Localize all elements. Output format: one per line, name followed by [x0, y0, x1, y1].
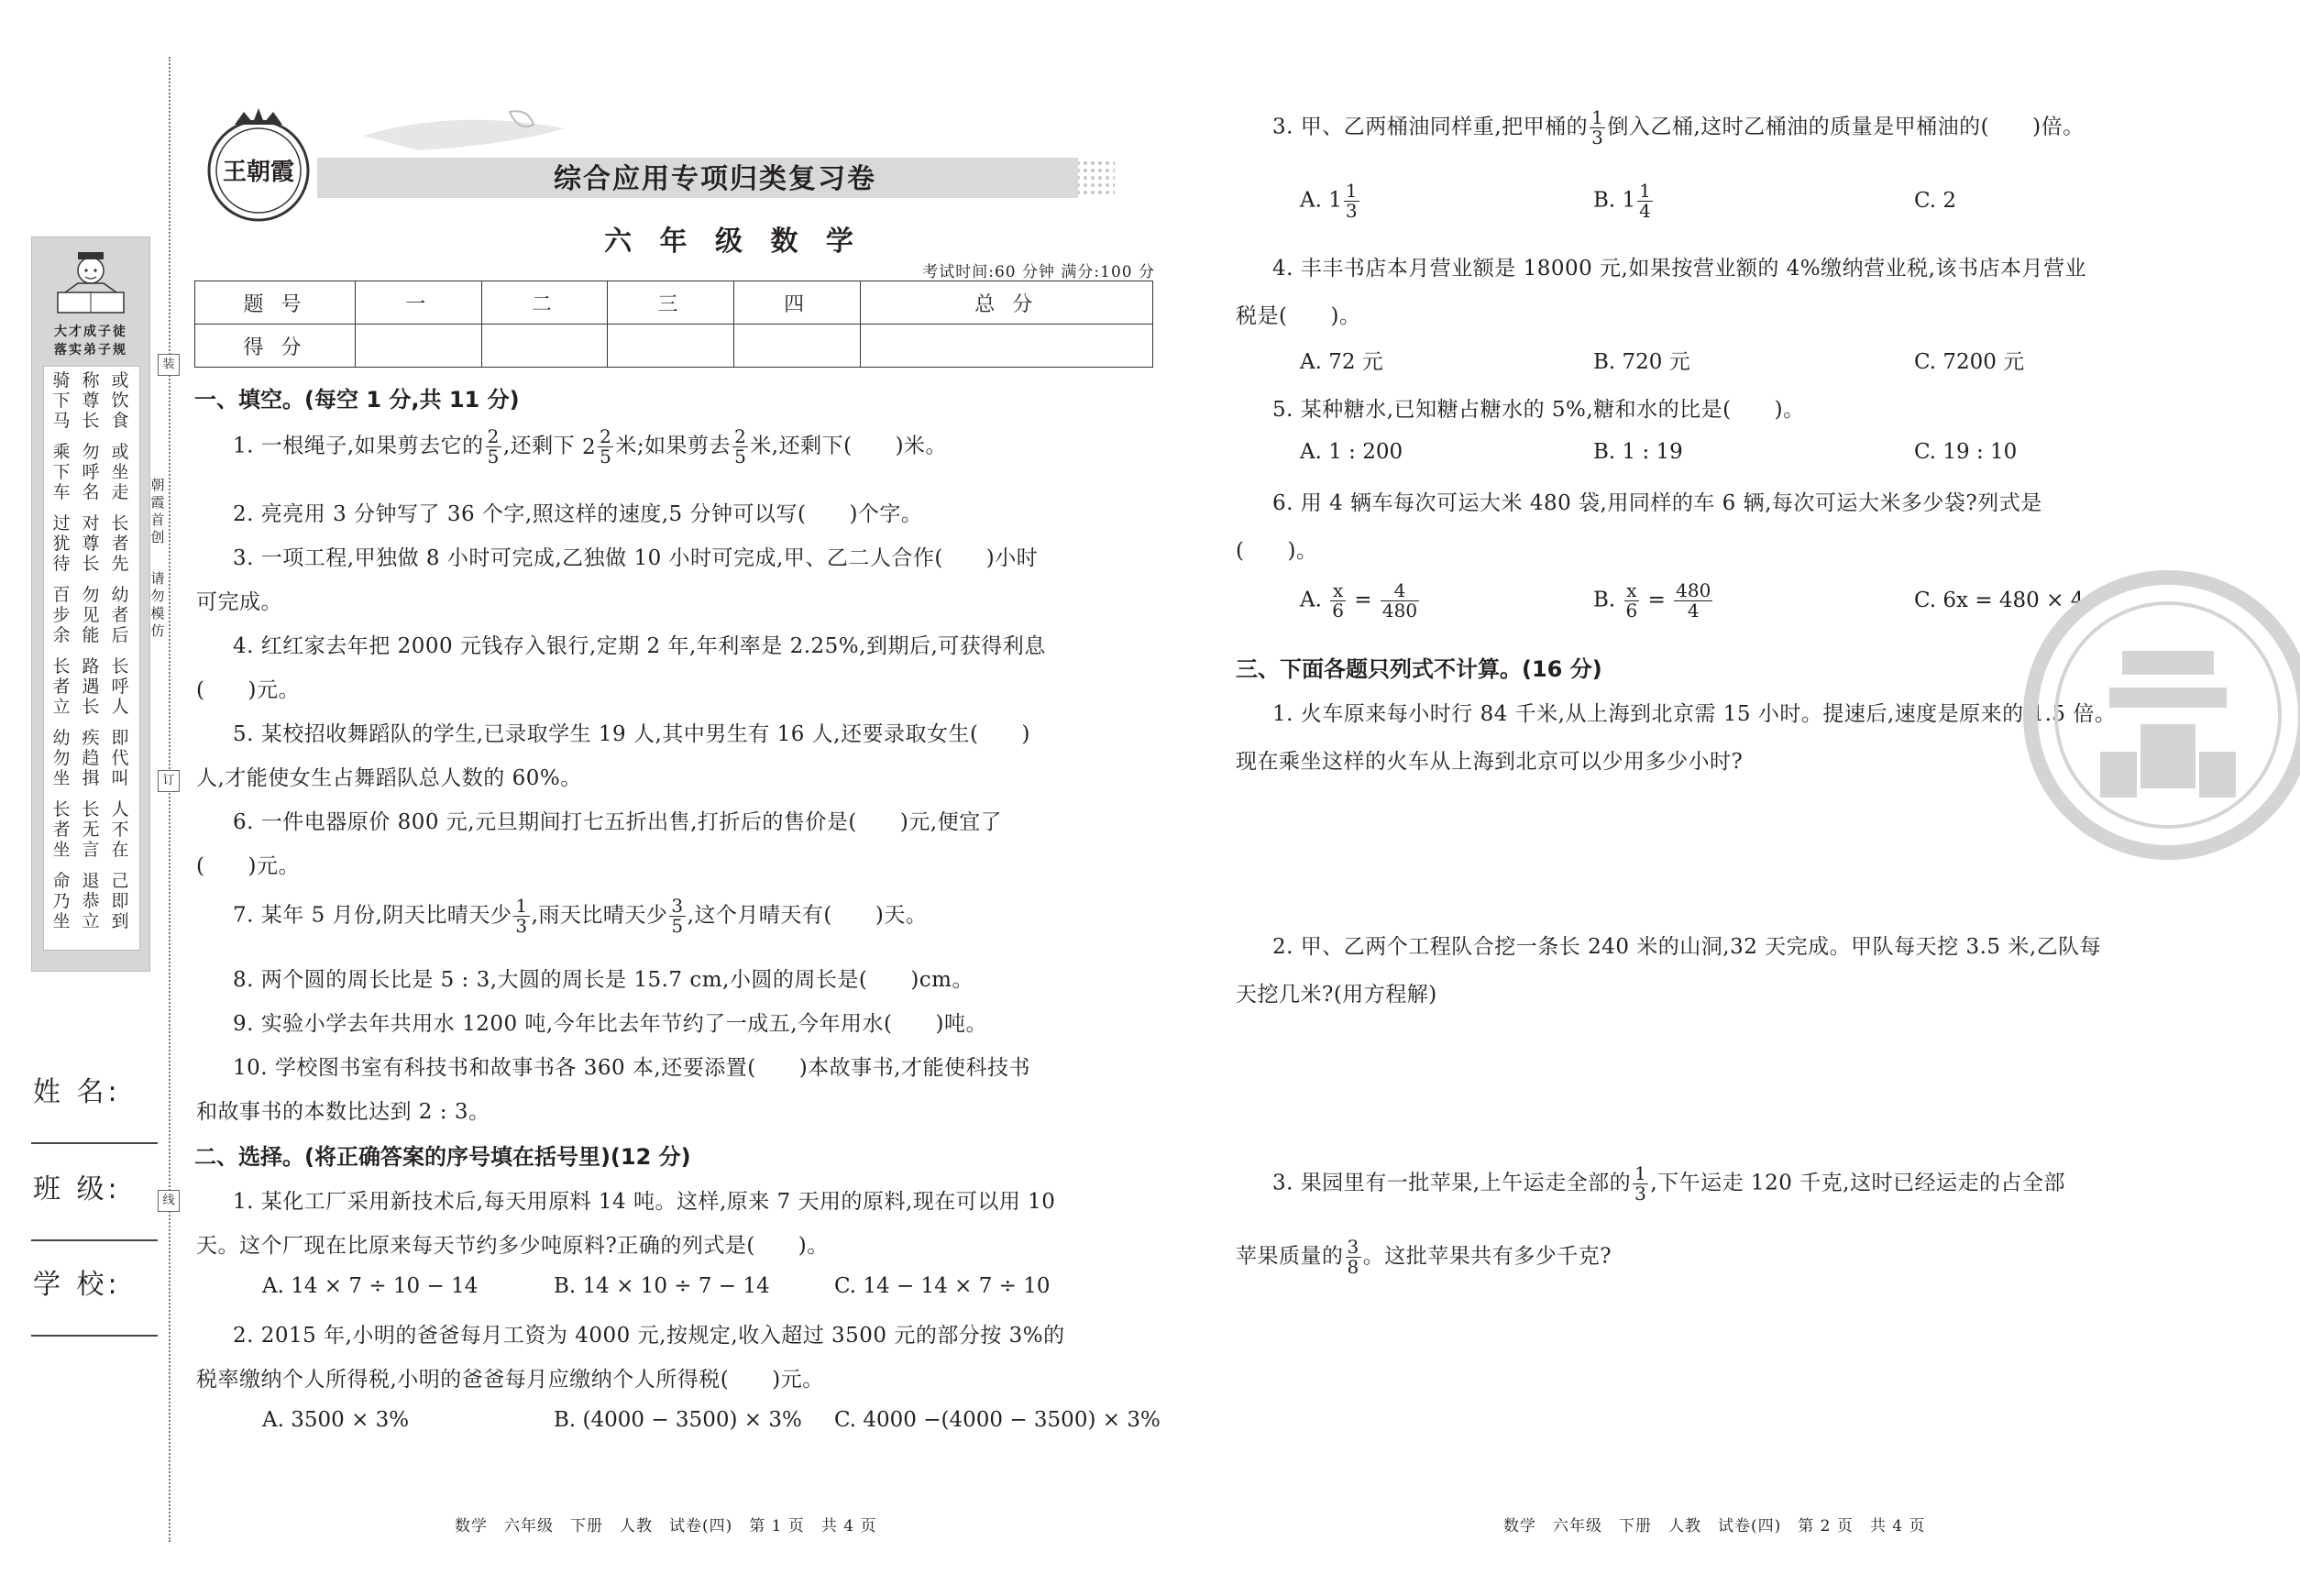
- score-input-cell[interactable]: [860, 325, 1153, 368]
- couplet-text: 勿呼名: [82, 442, 100, 502]
- question-text: 7. 某年 5 月份,阴天比晴天少 $\frac{1}{3}$ ,雨天比晴天少 $\frac{3}{5}$ ,这个月晴天有( )天。: [233, 895, 928, 937]
- table-cell: 得 分: [195, 325, 356, 368]
- option-a: A. 72 元: [1300, 350, 1383, 374]
- score-table: [194, 281, 1153, 368]
- fraction: $\frac{2}{5}$: [734, 425, 747, 468]
- fraction: $\frac{1}{3}$: [1591, 106, 1604, 149]
- fraction: $\frac{1}{3}$: [1345, 180, 1358, 222]
- question-text: 6. 用 4 辆车每次可运大米 480 袋,用同样的车 6 辆,每次可运大米多少袋?列式是: [1272, 491, 2042, 515]
- table-cell: 题 号: [195, 281, 356, 325]
- fraction: $\frac{1}{4}$: [1639, 180, 1651, 222]
- fraction: $\frac{480}{4}$: [1676, 579, 1711, 622]
- option-c: C. 2: [1914, 189, 1957, 213]
- school-label: 学 校:: [33, 1269, 121, 1301]
- question-text: 1. 火车原来每小时行 84 千米,从上海到北京需 15 小时。提速后,速度是原来的 1.5 倍。: [1272, 702, 2117, 726]
- question-text: 6. 一件电器原价 800 元,元旦期间打七五折出售,打折后的售价是( )元,便宜了: [233, 810, 1003, 834]
- question-text: ( )元。: [196, 854, 300, 878]
- question-text: ( )元。: [196, 678, 300, 702]
- couplet-text: 过犹待: [52, 513, 71, 574]
- couplet-text: 百步余: [52, 585, 71, 645]
- option-a: A. 1 : 200: [1300, 440, 1403, 464]
- score-input-cell[interactable]: [356, 325, 482, 368]
- fold-line: [169, 57, 171, 1542]
- school-line[interactable]: [31, 1335, 158, 1337]
- option-c: C. 14 − 14 × 7 ÷ 10: [834, 1274, 1051, 1298]
- option-c: C. 19 : 10: [1914, 440, 2018, 464]
- couplet-box: [43, 366, 140, 951]
- couplet-text: 长者先: [111, 513, 129, 574]
- question-text: 10. 学校图书室有科技书和故事书各 360 本,还要添置( )本故事书,才能使科技书: [233, 1056, 1030, 1080]
- table-row: [195, 325, 1153, 368]
- fraction: $\frac{x}{6}$: [1332, 579, 1344, 622]
- question-text: 5. 某校招收舞蹈队的学生,已录取学生 19 人,其中男生有 16 人,还要录取女生( ): [233, 722, 1030, 746]
- option-b: B. $\frac{x}{6}$ = $\frac{480}{4}$: [1593, 579, 1711, 622]
- table-row: [195, 281, 1153, 325]
- table-cell: 一: [356, 281, 482, 325]
- fraction: $\frac{2}{5}$: [600, 425, 612, 468]
- question-text: 2. 甲、乙两个工程队合挖一条长 240 米的山洞,32 天完成。甲队每天挖 3.5 米,乙队每: [1272, 935, 2102, 959]
- motto-panel: [31, 237, 150, 972]
- fraction: $\frac{x}{6}$: [1625, 579, 1638, 622]
- option-b: B. (4000 − 3500) × 3%: [554, 1408, 802, 1432]
- fold-note-2: 请勿模仿: [150, 570, 165, 639]
- page-title: 综合应用专项归类复习卷: [554, 163, 876, 195]
- question-text: 1. 一根绳子,如果剪去它的 $\frac{2}{5}$ ,还剩下 2 $\frac{2}{5}$ 米;如果剪去 $\frac{2}{5}$ 米,还剩下( )米。: [233, 425, 948, 468]
- question-text: 4. 丰丰书店本月营业额是 18000 元,如果按营业额的 4%缴纳营业税,该书店本月营业: [1272, 257, 2086, 281]
- section-title: 一、填空。(每空 1 分,共 11 分): [194, 387, 520, 413]
- fold-note-1: 朝霞首创: [150, 477, 165, 545]
- option-c: C. 4000 −(4000 − 3500) × 3%: [834, 1408, 1161, 1432]
- couplet-text: 幼勿坐: [52, 728, 71, 788]
- couplet-text: 人不在: [111, 799, 129, 860]
- page-footer: 数学 六年级 下册 人教 试卷(四) 第 2 页 共 4 页: [1503, 1517, 1926, 1535]
- question-text: 可完成。: [196, 590, 282, 614]
- option-b: B. 1 $\frac{1}{4}$: [1593, 180, 1651, 222]
- motto-line-1: 大才成子徒: [54, 325, 127, 339]
- question-text: 1. 某化工厂采用新技术后,每天用原料 14 吨。这样,原来 7 天用的原料,现在可以用 10: [233, 1190, 1056, 1214]
- question-text: 8. 两个圆的周长比是 5 : 3,大圆的周长是 15.7 cm,小圆的周长是( )cm。: [233, 968, 974, 992]
- class-label: 班 级:: [33, 1173, 121, 1205]
- page-footer: 数学 六年级 下册 人教 试卷(四) 第 1 页 共 4 页: [455, 1517, 877, 1535]
- option-b: B. 14 × 10 ÷ 7 − 14: [554, 1274, 770, 1298]
- secret-seal-icon: [2021, 568, 2300, 862]
- question-text: 2. 亮亮用 3 分钟写了 36 个字,照这样的速度,5 分钟可以写( )个字。: [233, 502, 923, 526]
- question-text: 3. 甲、乙两桶油同样重,把甲桶的 $\frac{1}{3}$ 倒入乙桶,这时乙桶油的质量是甲桶油的( )倍。: [1272, 106, 2085, 149]
- couplet-text: 疾趋揖: [82, 728, 100, 788]
- fold-mark-2: 订: [158, 770, 180, 792]
- exam-info: 考试时间:60 分钟 满分:100 分: [922, 263, 1155, 281]
- couplet-text: 或坐走: [111, 442, 129, 502]
- option-b: B. 720 元: [1593, 350, 1690, 374]
- option-b: B. 1 : 19: [1593, 440, 1683, 464]
- name-line[interactable]: [31, 1142, 158, 1144]
- couplet-text: 退恭立: [82, 871, 100, 931]
- question-text: 2. 2015 年,小明的爸爸每月工资为 4000 元,按规定,收入超过 3500 元的部分按 3%的: [233, 1324, 1065, 1348]
- option-c: C. 6x = 480 × 4: [1914, 589, 2085, 612]
- couplet-text: 长呼人: [111, 656, 129, 717]
- couplet-text: 长无言: [82, 799, 100, 860]
- question-text: 3. 果园里有一批苹果,上午运走全部的 $\frac{1}{3}$ ,下午运走 120 千克,这时已经运走的占全部: [1272, 1162, 2065, 1205]
- option-a: A. 14 × 7 ÷ 10 − 14: [262, 1274, 479, 1298]
- couplet-text: 己即到: [111, 871, 129, 931]
- name-label: 姓 名:: [33, 1076, 121, 1108]
- couplet-text: 骑下马: [52, 370, 71, 431]
- fraction: $\frac{4}{480}$: [1381, 579, 1418, 622]
- question-text: 税是( )。: [1236, 304, 1361, 328]
- couplet-text: 乘下车: [52, 442, 71, 502]
- question-text: 3. 一项工程,甲独做 8 小时可完成,乙独做 10 小时可完成,甲、乙二人合作( )小时: [233, 546, 1039, 570]
- option-a: A. $\frac{x}{6}$ = $\frac{4}{480}$: [1300, 579, 1418, 622]
- question-text: 天。这个厂现在比原来每天节约多少吨原料?正确的列式是( )。: [196, 1234, 829, 1258]
- table-cell: 总 分: [860, 281, 1153, 325]
- score-input-cell[interactable]: [608, 325, 734, 368]
- couplet-text: 幼者后: [111, 585, 129, 645]
- fraction: $\frac{2}{5}$: [487, 425, 500, 468]
- question-text: 税率缴纳个人所得税,小明的爸爸每月应缴纳个人所得税( )元。: [196, 1368, 824, 1392]
- question-text: 9. 实验小学去年共用水 1200 吨,今年比去年节约了一成五,今年用水( )吨。: [233, 1012, 987, 1036]
- question-text: 天挖几米?(用方程解): [1236, 983, 1437, 1007]
- couplet-text: 长者立: [52, 656, 71, 717]
- class-line[interactable]: [31, 1239, 158, 1241]
- question-text: 现在乘坐这样的火车从上海到北京可以少用多少小时?: [1236, 750, 1744, 774]
- couplet-text: 长者坐: [52, 799, 71, 860]
- couplet-text: 即代叫: [111, 728, 129, 788]
- fraction: $\frac{1}{3}$: [1634, 1162, 1647, 1205]
- table-cell: 三: [608, 281, 734, 325]
- option-a: A. 3500 × 3%: [262, 1408, 410, 1432]
- question-text: 人,才能使女生占舞蹈队总人数的 60%。: [196, 766, 582, 790]
- question-text: 和故事书的本数比达到 2 : 3。: [196, 1100, 490, 1124]
- subject-title: 六 年 级 数 学: [604, 226, 863, 258]
- score-input-cell[interactable]: [481, 325, 608, 368]
- question-text: 4. 红红家去年把 2000 元钱存入银行,定期 2 年,年利率是 2.25%,到期后,可获得利息: [233, 634, 1046, 658]
- fold-mark-3: 线: [158, 1190, 180, 1212]
- section-title: 三、下面各题只列式不计算。(16 分): [1236, 656, 1602, 682]
- crown-seal-logo: [198, 106, 319, 227]
- logo-text: 王朝霞: [222, 159, 295, 186]
- fraction: $\frac{1}{3}$: [515, 895, 528, 937]
- table-cell: 四: [733, 281, 860, 325]
- section-title: 二、选择。(将正确答案的序号填在括号里)(12 分): [194, 1144, 691, 1170]
- score-input-cell[interactable]: [733, 325, 860, 368]
- couplet-text: 命乃坐: [52, 871, 71, 931]
- reading-scholar-icon: [50, 245, 131, 318]
- couplet-text: 对尊长: [82, 513, 100, 574]
- couplet-text: 或饮食: [111, 370, 129, 431]
- option-a: A. 1 $\frac{1}{3}$: [1300, 180, 1358, 222]
- couplet-text: 称尊长: [82, 370, 100, 431]
- question-text: ( )。: [1236, 539, 1318, 563]
- table-cell: 二: [481, 281, 608, 325]
- fraction: $\frac{3}{5}$: [671, 895, 684, 937]
- couplet-text: 路遇长: [82, 656, 100, 717]
- question-text: 5. 某种糖水,已知糖占糖水的 5%,糖和水的比是( )。: [1272, 398, 1805, 422]
- couplet-text: 勿见能: [82, 585, 100, 645]
- question-text: 苹果质量的 $\frac{3}{8}$ 。这批苹果共有多少千克?: [1236, 1236, 1612, 1278]
- option-c: C. 7200 元: [1914, 350, 2025, 374]
- fraction: $\frac{3}{8}$: [1347, 1236, 1359, 1278]
- fold-mark-1: 装: [158, 354, 180, 376]
- motto-line-2: 落实弟子规: [54, 343, 127, 358]
